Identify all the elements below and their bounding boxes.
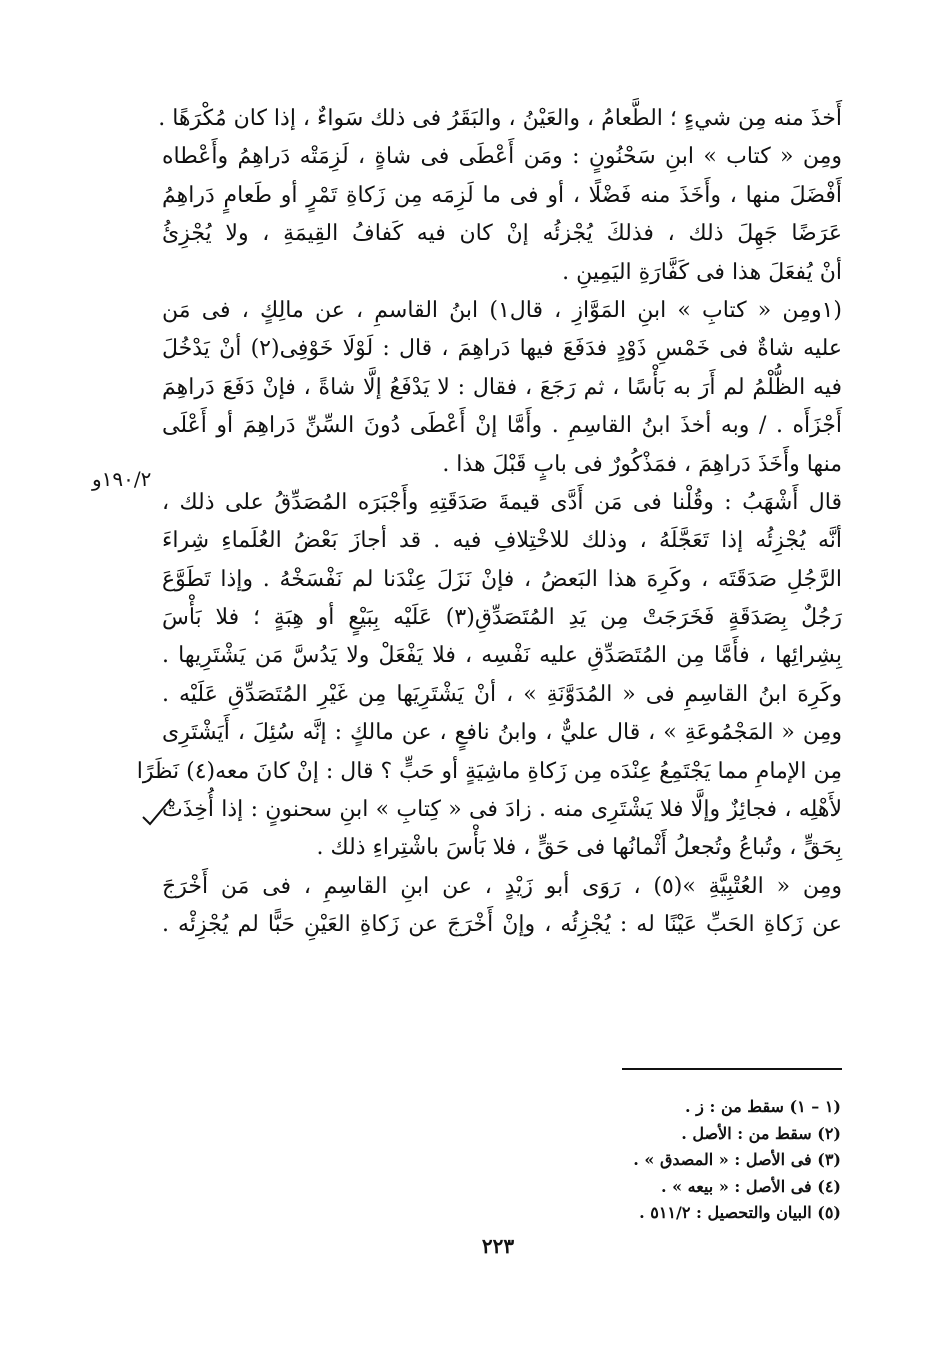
- footnote: (٥) البيان والتحصيل : ٥١١/٢ .: [639, 1203, 841, 1222]
- footnote: (٤) فى الأصل : « بيعه » .: [660, 1176, 841, 1196]
- text-line: وكَرِهَ ابنُ القاسِمِ فى « المُدَوَّنَةِ » ، أنْ يَشْتَرِيَها مِن غَيْرِ المُتَصَدِّقِ عَلَيْه .: [162, 681, 842, 707]
- text-line: لأَهْلِه ، فجائِزٌ وإلَّا فلا يَشْتَرِى منه . زادَ فى « كِتابِ » ابنِ سحنونٍ : إذا أُخِذَتْ: [162, 797, 842, 823]
- text-line: عَرَضًا جَهِلَ ذلك ، فذلكَ يُجْزئُه إنْ كان فيه كَفافُ القِيمَةِ ، ولا يُجْزِئُ: [162, 221, 842, 247]
- text-line: قال أَشْهَبُ : وقُلْنا فى مَن أَدَّى قيمةَ صَدَقَتِهِ وأَجْبَرَه المُصَدِّقُ على ذلك ،: [162, 489, 842, 515]
- footnote: (٢) سقط من : الأصل .: [681, 1123, 841, 1143]
- text-line: منها وأَخَذَ دَراهِمَ ، فمَذْكُورٌ فى بابٍ قَبْلَ هذا .: [442, 451, 842, 477]
- text-line: عليه شاةٌ فى خَمْسِ ذَوْدٍ فدَفَعَ فيها دَراهِمَ ، قال : لَوْلَا خَوْفِى(٢) أنْ يَدْخُلَ: [162, 336, 842, 362]
- text-line: ومِن « المَجْمُوعَةِ » ، قال عليٌّ ، وابنُ نافعٍ ، عن مالكٍ : إنَّه سُئِلَ ، أَيَشْتَرِى: [162, 720, 842, 746]
- text-line: أنْ يُفعَلَ هذا فى كَفَّارَةِ اليَمِينِ .: [562, 259, 842, 285]
- footnote-divider: [622, 1068, 842, 1070]
- text-line: أنَّه يُجْزِئُه إذا تَعَجَّلَهُ ، وذلك للاخْتِلافِ فيه . قد أجازَ بَعْضُ العُلَماءِ شِراءَ: [162, 528, 842, 554]
- footnote: (٣) فى الأصل : « المصدق » .: [633, 1150, 841, 1169]
- text-line: الرَّجُلِ صَدَقَتَه ، وكَرِهَ هذا البَعضُ ، فإنْ نَزَلَ عِنْدَنا لم نَفْسَخْهُ . وإذا تَطَوَّعَ: [162, 566, 842, 592]
- footnote: (١ – ١) سقط من : ز .: [685, 1097, 841, 1116]
- text-line: عن زَكاةِ الحَبِّ عَيْنًا له : يُجْزِئُه ، وإنْ أَخْرَجَ عن زَكاةِ العَيْنِ حَبًّا لم يُجْزِئْه .: [162, 912, 842, 938]
- text-line: بِحَقٍّ ، وتُباعُ وتُجعلُ أَثْمانُها فى حَقٍّ ، فلا بَأْسَ باشْتِراءِ ذلك .: [316, 835, 842, 861]
- text-line: أَخذَ منه مِن شيءٍ ؛ الطَّعامُ ، والعَيْنُ ، والبَقَرُ فى ذلك سَواءٌ ، إذا كان مُكْرَهًا .: [158, 106, 842, 131]
- text-line: مِن الإمامِ مما يَجْتَمِعُ عِنْدَه مِن زَكاةِ ماشِيَةٍ أو حَبٍّ ؟ قال : إنْ كانَ معه(٤) نَظَرًا: [136, 758, 842, 784]
- main-text: [136, 100, 843, 945]
- text-line: أَفْضَلَ منها ، وأَخَذَ منه فَضْلًا ، أو فى ما لَزِمَه مِن زَكاةِ تَمْرٍ أو طَعامٍ دَراهِمُ: [162, 182, 842, 208]
- page-number: ٢٢٣: [481, 1234, 515, 1258]
- footnotes: [481, 1094, 841, 1227]
- folio-reference: ١٩٠/٢و: [92, 467, 152, 491]
- text-line: رَجُلٌ بِصَدَقَةٍ فَخَرَجَتْ مِن يَدِ المُتَصَدِّقِ(٣) عَلَيْه بِبَيْعٍ أو هِبَةٍ ؛ فلا بَأْسَ: [162, 605, 843, 631]
- margin-check-mark-icon: [140, 793, 174, 827]
- text-line: أَجْزَأَه . / وبه أخذَ ابنُ القاسِمِ . وأَمَّا إنْ أَعْطَى دُونَ السِّنِّ دَراهِمَ أو أَعْلَى: [162, 413, 842, 439]
- text-line: (١ومِن « كتابِ » ابنِ المَوَّازِ ، قال١) ابنُ القاسمِ ، عن مالِكٍ ، فى مَن: [162, 297, 842, 323]
- text-line: فيه الظُّلْمُ لم أَرَ به بَأْسًا ، ثم رَجَعَ ، فقال : لا يَدْفَعُ إلَّا شاةً ، فإنْ دَفَعَ دَراهِمَ: [162, 374, 842, 400]
- text-line: بِشِرائِها ، فأَمَّا مِن المُتَصَدِّقِ عليه نَفْسِه ، فلا يَفْعَلْ ولا يَدُسَّ مَن يَشْتَرِيها .: [162, 643, 842, 669]
- text-line: ومِن « العُتْبِيَّةِ »(٥) ، رَوَى أبو زَيْدٍ ، عن ابنِ القاسِمِ ، فى مَن أَخْرَجَ: [162, 873, 842, 899]
- text-line: ومِن « كتاب » ابنِ سَحْنُونٍ : ومَن أَعْطَى فى شاةٍ ، لَزِمَتْه دَراهِمُ وأَعْطاه: [162, 144, 842, 170]
